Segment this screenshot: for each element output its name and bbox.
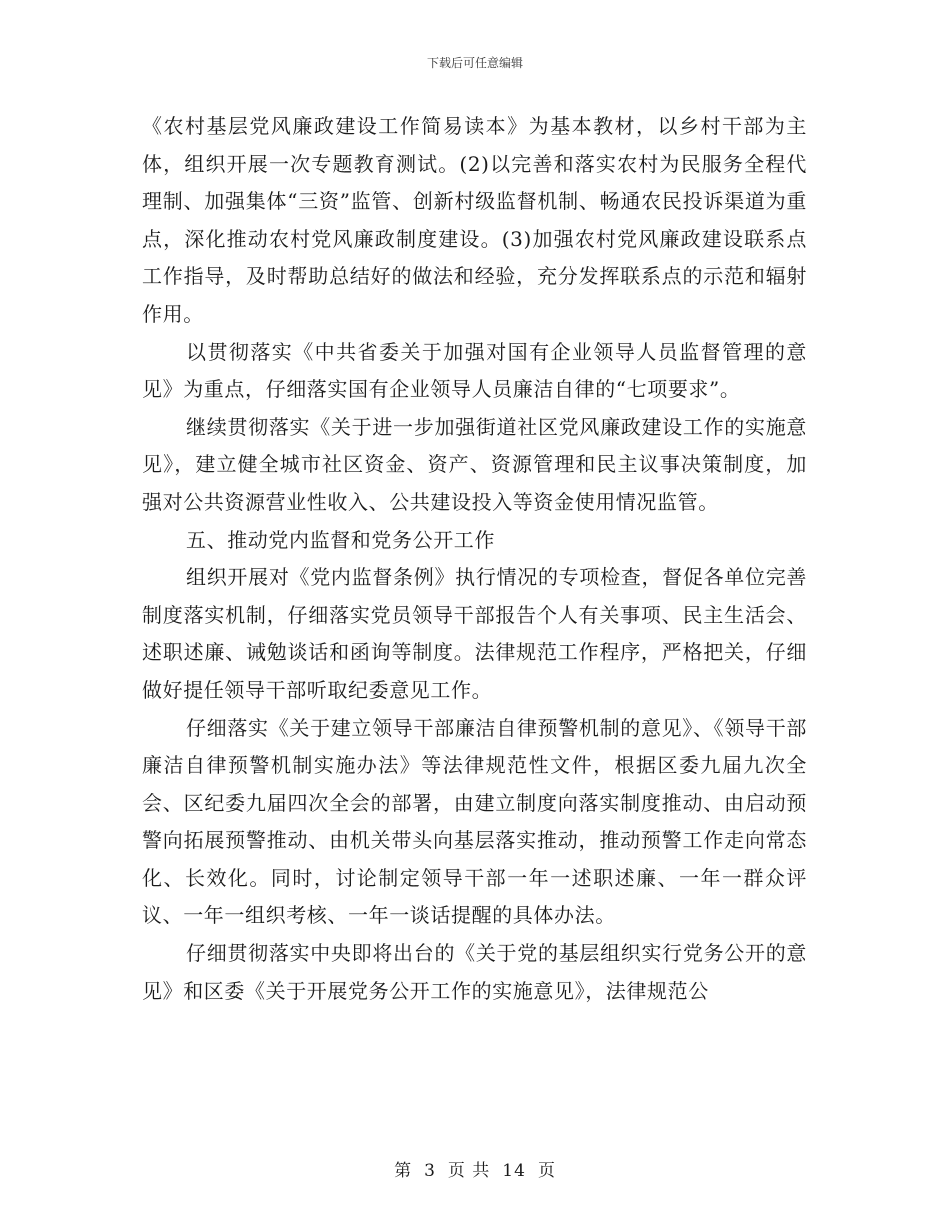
footer-middle: 页 共 [447,1161,491,1181]
paragraph-6: 仔细落实《关于建立领导干部廉洁自律预警机制的意见》、《领导干部廉洁自律预警机制实施办法》等法律规范性文件，根据区委九届九次全会、区纪委九届四次全会的部署，由建立制度向落实制度推动、由启动预警向拓展预警推动、由机关带头向基层落实推动，推动预警工作走向常态化、长效化。同时，讨论制定领导干部一年一述职述廉、一年一群众评议、一年一组织考核、一年一谈话提醒的具体办法。 [142,715,807,928]
footer-page-number: 3 [424,1161,436,1181]
paragraph-1: 《农村基层党风廉政建设工作简易读本》为基本教材，以乡村干部为主体，组织开展一次专题教育测试。(2)以完善和落实农村为民服务全程代理制、加强集体“三资”监管、创新村级监督机制、畅通农民投诉渠道为重点，深化推动农村党风廉政制度建设。(3)加强农村党风廉政建设联系点工作指导，及时帮助总结好的做法和经验，充分发挥联系点的示范和辐射作用。 [142,114,807,326]
paragraph-5: 组织开展对《党内监督条例》执行情况的专项检查，督促各单位完善制度落实机制，仔细落实党员领导干部报告个人有关事项、民主生活会、述职述廉、诫勉谈话和函询等制度。法律规范工作程序，严格把关，仔细做好提任领导干部听取纪委意见工作。 [142,565,807,702]
footer-prefix: 第 [394,1161,413,1181]
footer-total-pages: 14 [502,1161,526,1181]
footer-suffix: 页 [537,1161,556,1181]
page-header-note: 下载后可任意编辑 [426,56,523,70]
paragraph-2: 以贯彻落实《中共省委关于加强对国有企业领导人员监督管理的意见》为重点，仔细落实国有企业领导人员廉洁自律的“七项要求”。 [142,339,807,402]
paragraph-3: 继续贯彻落实《关于进一步加强街道社区党风廉政建设工作的实施意见》，建立健全城市社区资金、资产、资源管理和民主议事决策制度，加强对公共资源营业性收入、公共建设投入等资金使用情况监管。 [142,414,807,514]
paragraph-7: 仔细贯彻落实中央即将出台的《关于党的基层组织实行党务公开的意见》和区委《关于开展党务公开工作的实施意见》，法律规范公 [142,941,807,1003]
section-heading-5: 五、推动党内监督和党务公开工作 [186,527,495,552]
document-body [142,108,807,1010]
page-footer [0,1156,950,1181]
